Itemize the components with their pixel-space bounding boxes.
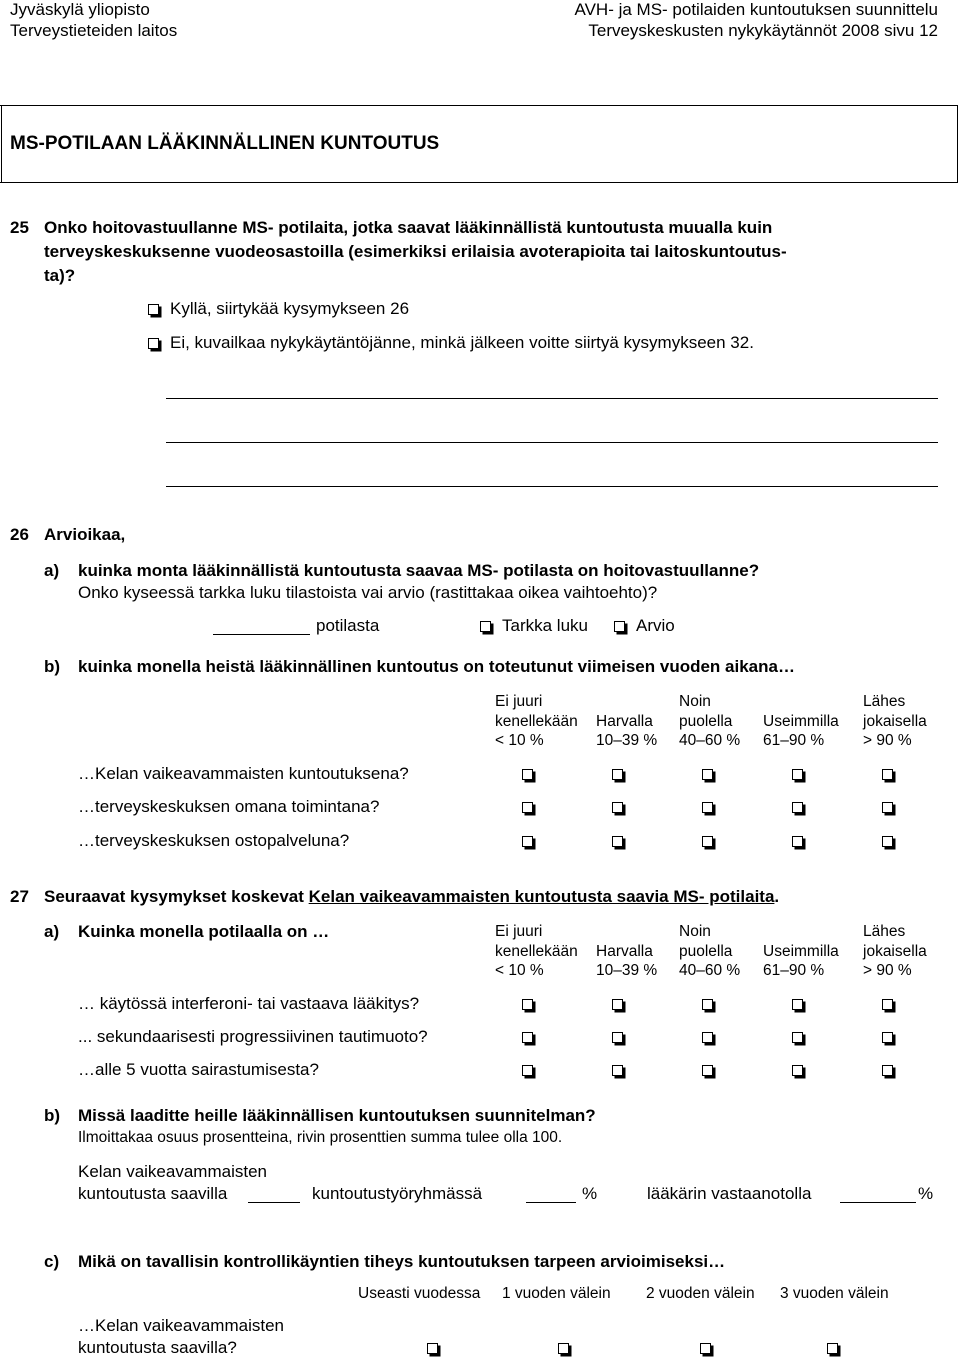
title-box-right	[957, 105, 958, 183]
q26b-r2-c1-checkbox[interactable]	[522, 802, 533, 813]
q27c-row-line1: …Kelan vaikeavammaisten	[78, 1316, 284, 1335]
q26b-r2-c4-checkbox[interactable]	[792, 802, 803, 813]
q27a-r1-c3-checkbox[interactable]	[702, 999, 713, 1010]
q27b-team-percent-sign: %	[582, 1184, 598, 1203]
q27a-r3-c3-checkbox[interactable]	[702, 1065, 713, 1076]
q26-title: Arvioikaa,	[44, 525, 126, 544]
scale-col4-header: Useimmilla 61–90 %	[763, 712, 839, 749]
q26b-label: b)	[44, 657, 61, 676]
q27-scale-col1-header: Ei juuri kenellekään < 10 %	[495, 923, 578, 979]
q26b-text: kuinka monella heistä lääkinnällinen kuntoutus on toteutunut viimeisen vuoden aikana…	[78, 657, 795, 676]
q26b-r2-c3-checkbox[interactable]	[702, 802, 713, 813]
scale-col2-header: Harvalla 10–39 %	[596, 712, 658, 749]
q27b-doctor-percent-sign: %	[918, 1184, 934, 1203]
q27c-opt-1year: 1 vuoden välein	[502, 1285, 611, 1302]
q26a-exact-label: Tarkka luku	[502, 616, 588, 635]
q27-scale-col4-header: Useimmilla 61–90 %	[763, 942, 839, 979]
q26a-exact-checkbox[interactable]	[480, 621, 491, 632]
q27a-r2-c2-checkbox[interactable]	[612, 1032, 623, 1043]
q26b-r3-c4-checkbox[interactable]	[792, 836, 803, 847]
q27b-team-percent-input[interactable]	[526, 1202, 576, 1203]
q25-answer-line-2[interactable]	[166, 442, 938, 443]
q27a-r3-c2-checkbox[interactable]	[612, 1065, 623, 1076]
q27a-r3-c1-checkbox[interactable]	[522, 1065, 533, 1076]
q26b-r3-c1-checkbox[interactable]	[522, 836, 533, 847]
q27a-label: a)	[44, 922, 60, 941]
q26b-row-purchased: …terveyskeskuksen ostopalveluna?	[78, 831, 350, 850]
q25-yes-checkbox[interactable]	[148, 304, 159, 315]
q27c-1year-checkbox[interactable]	[558, 1343, 569, 1354]
scale-col3-header: Noin puolella 40–60 %	[679, 693, 741, 749]
q26b-r3-c5-checkbox[interactable]	[882, 836, 893, 847]
q27c-label: c)	[44, 1252, 60, 1271]
q27a-r1-c1-checkbox[interactable]	[522, 999, 533, 1010]
q27c-opt-several: Useasti vuodessa	[358, 1285, 481, 1302]
q26b-r3-c2-checkbox[interactable]	[612, 836, 623, 847]
q26b-r2-c5-checkbox[interactable]	[882, 802, 893, 813]
q27b-text: Missä laaditte heille lääkinnällisen kuntoutuksen suunnitelman?	[78, 1106, 596, 1125]
q26b-r1-c3-checkbox[interactable]	[702, 769, 713, 780]
q26b-row-kela: …Kelan vaikeavammaisten kuntoutuksena?	[78, 764, 409, 783]
q27b-subtext: Ilmoittakaa osuus prosentteina, rivin prosenttien summa tulee olla 100.	[78, 1129, 563, 1146]
q25-number: 25	[10, 218, 29, 237]
q25-no-checkbox[interactable]	[148, 338, 159, 349]
title-box-top	[0, 105, 958, 106]
q27c-text: Mikä on tavallisin kontrollikäyntien tiheys kuntoutuksen tarpeen arvioimiseksi…	[78, 1252, 726, 1271]
q26a-subtext: Onko kyseessä tarkka luku tilastoista vai arvio (rastittakaa oikea vaihtoehto)?	[78, 583, 658, 602]
q27a-row-interferon: … käytössä interferoni- tai vastaava lääkitys?	[78, 994, 420, 1013]
header-university: Jyväskylä yliopisto	[10, 0, 150, 19]
q26b-row-own: …terveyskeskuksen omana toimintana?	[78, 797, 380, 816]
q26a-estimate-checkbox[interactable]	[614, 621, 625, 632]
title-box-bottom	[0, 182, 958, 183]
q27a-r3-c5-checkbox[interactable]	[882, 1065, 893, 1076]
q26b-r1-c1-checkbox[interactable]	[522, 769, 533, 780]
q27-scale-col5-header: Lähes jokaisella > 90 %	[863, 923, 927, 979]
q27b-label: b)	[44, 1106, 61, 1125]
q27a-row-under5: …alle 5 vuotta sairastumisesta?	[78, 1060, 319, 1079]
q27c-2years-checkbox[interactable]	[700, 1343, 711, 1354]
section-title: MS-POTILAAN LÄÄKINNÄLLINEN KUNTOUTUS	[10, 133, 440, 154]
q26b-r2-c2-checkbox[interactable]	[612, 802, 623, 813]
q26b-r1-c5-checkbox[interactable]	[882, 769, 893, 780]
q27b-col1-line2: kuntoutusta saavilla	[78, 1184, 228, 1203]
scale-col1-header: Ei juuri kenellekään < 10 %	[495, 693, 578, 749]
q27-intro: Seuraavat kysymykset koskevat Kelan vaikeavammaisten kuntoutusta saavia MS- potilaita.	[44, 887, 780, 906]
q25-yes-label: Kyllä, siirtykää kysymykseen 26	[170, 299, 410, 318]
q25-text-line2: terveyskeskuksenne vuodeosastoilla (esimerkiksi erilaisia avoterapioita tai laitoskuntoutus-	[44, 242, 787, 261]
q27a-r1-c4-checkbox[interactable]	[792, 999, 803, 1010]
q27a-r2-c5-checkbox[interactable]	[882, 1032, 893, 1043]
q27-scale-col2-header: Harvalla 10–39 %	[596, 942, 658, 979]
q26a-estimate-label: Arvio	[636, 616, 675, 635]
scale-col5-header: Lähes jokaisella > 90 %	[863, 693, 927, 749]
q27a-row-progressive: ... sekundaarisesti progressiivinen tautimuoto?	[78, 1027, 428, 1046]
q27c-row-line2: kuntoutusta saavilla?	[78, 1338, 237, 1357]
q27c-several-checkbox[interactable]	[427, 1343, 438, 1354]
q26-number: 26	[10, 525, 29, 544]
q25-text-line1: Onko hoitovastuullanne MS- potilaita, jotka saavat lääkinnällistä kuntoutusta muualla kuin	[44, 218, 773, 237]
q27c-3years-checkbox[interactable]	[827, 1343, 838, 1354]
q25-answer-line-1[interactable]	[166, 398, 938, 399]
q27a-r2-c3-checkbox[interactable]	[702, 1032, 713, 1043]
q27b-col1-line1: Kelan vaikeavammaisten	[78, 1162, 267, 1181]
q25-answer-line-3[interactable]	[166, 486, 938, 487]
q27a-text: Kuinka monella potilaalla on …	[78, 922, 330, 941]
q27b-team-label: kuntoutustyöryhmässä	[312, 1184, 483, 1203]
title-box-left	[1, 105, 2, 183]
q26b-r1-c2-checkbox[interactable]	[612, 769, 623, 780]
q27a-r2-c4-checkbox[interactable]	[792, 1032, 803, 1043]
q27c-opt-2years: 2 vuoden välein	[646, 1285, 755, 1302]
q26a-label: a)	[44, 561, 60, 580]
q27-number: 27	[10, 887, 29, 906]
q25-no-label: Ei, kuvailkaa nykykäytäntöjänne, minkä jälkeen voitte siirtyä kysymykseen 32.	[170, 333, 754, 352]
q26a-count-input[interactable]	[213, 634, 310, 635]
q25-text-line3: ta)?	[44, 266, 76, 285]
q27a-r1-c5-checkbox[interactable]	[882, 999, 893, 1010]
q26a-text: kuinka monta lääkinnällistä kuntoutusta saavaa MS- potilasta on hoitovastuullanne?	[78, 561, 760, 580]
q26b-r1-c4-checkbox[interactable]	[792, 769, 803, 780]
q27c-opt-3years: 3 vuoden välein	[780, 1285, 889, 1302]
q27-scale-col3-header: Noin puolella 40–60 %	[679, 923, 741, 979]
q26a-patients-label: potilasta	[316, 616, 380, 635]
q27a-r2-c1-checkbox[interactable]	[522, 1032, 533, 1043]
q26b-r3-c3-checkbox[interactable]	[702, 836, 713, 847]
q27b-kela-percent-input[interactable]	[248, 1202, 300, 1203]
header-project: AVH- ja MS- potilaiden kuntoutuksen suunnittelu	[574, 0, 938, 19]
q27b-doctor-label: lääkärin vastaanotolla	[647, 1184, 812, 1203]
header-page-info: Terveyskeskusten nykykäytännöt 2008 sivu 12	[588, 21, 938, 40]
header-department: Terveystieteiden laitos	[10, 21, 178, 40]
q27b-doctor-percent-input[interactable]	[840, 1202, 916, 1203]
q27a-r1-c2-checkbox[interactable]	[612, 999, 623, 1010]
q27a-r3-c4-checkbox[interactable]	[792, 1065, 803, 1076]
